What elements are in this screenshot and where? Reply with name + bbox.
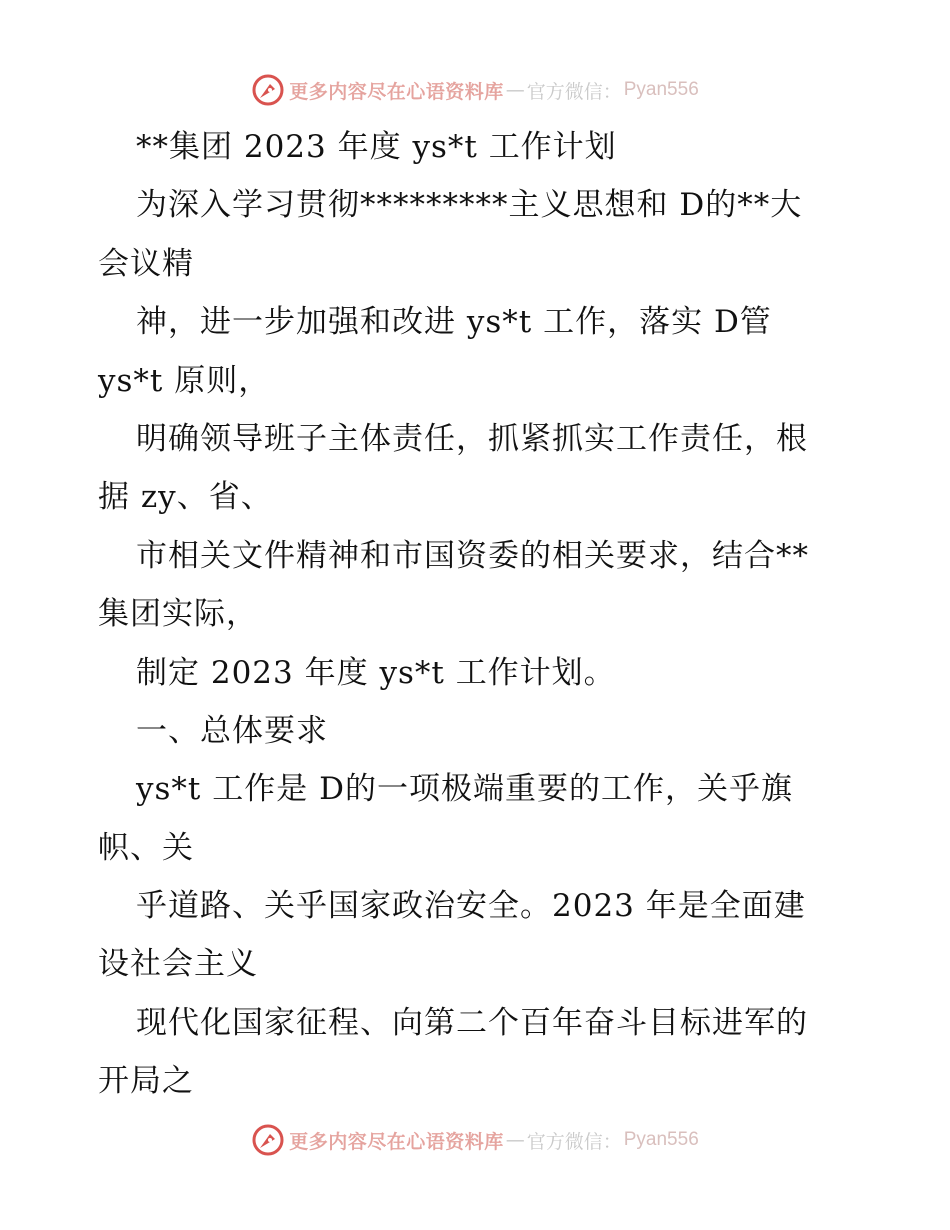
footer-dash: — <box>505 1129 525 1151</box>
pen-nib-logo-icon <box>251 1123 285 1157</box>
paragraph-line: 为深入学习贯彻*********主义思想和 D的**大 <box>136 187 803 224</box>
paragraph-line: 神，进一步加强和改进 ys*t 工作，落实 D管 <box>136 304 772 341</box>
paragraph-line: 据 zy、省、 <box>98 479 273 516</box>
paragraph-line: 现代化国家征程、向第二个百年奋斗目标进军的 <box>136 1004 808 1041</box>
paragraph-line: 开局之 <box>98 1063 194 1100</box>
paragraph-line: 乎道路、关乎国家政治安全。2023 年是全面建 <box>136 888 806 925</box>
footer-site-text: 更多内容尽在心语资料库 <box>289 1130 504 1153</box>
footer-wechat-id: Pyan556 <box>623 1129 699 1150</box>
document-title: **集团 2023 年度 ys*t 工作计划 <box>136 129 617 165</box>
footer-wechat-label: 官方微信： <box>526 1130 622 1153</box>
paragraph-line: ys*t 工作是 D的一项极端重要的工作，关乎旗 <box>136 771 793 808</box>
footer-banner <box>0 1120 950 1160</box>
section-heading: 一、总体要求 <box>136 712 328 749</box>
header-site-text: 更多内容尽在心语资料库 <box>289 80 504 103</box>
header-dash: — <box>505 79 525 101</box>
paragraph-line: 市相关文件精神和市国资委的相关要求，结合** <box>136 537 809 574</box>
paragraph-line: 会议精 <box>98 245 194 282</box>
paragraph-line: 帜、关 <box>98 829 194 866</box>
paragraph-line: 设社会主义 <box>98 946 258 983</box>
paragraph-line: 明确领导班子主体责任，抓紧抓实工作责任，根 <box>136 420 808 457</box>
paragraph-line: 制定 2023 年度 ys*t 工作计划。 <box>136 654 616 691</box>
pen-nib-logo-icon <box>251 73 285 107</box>
header-wechat-id: Pyan556 <box>623 79 699 100</box>
header-wechat-label: 官方微信： <box>526 80 622 103</box>
document-body <box>98 118 858 1111</box>
paragraph-line: ys*t 原则， <box>98 362 271 399</box>
paragraph-line: 集团实际， <box>98 596 258 633</box>
header-banner <box>0 70 950 110</box>
